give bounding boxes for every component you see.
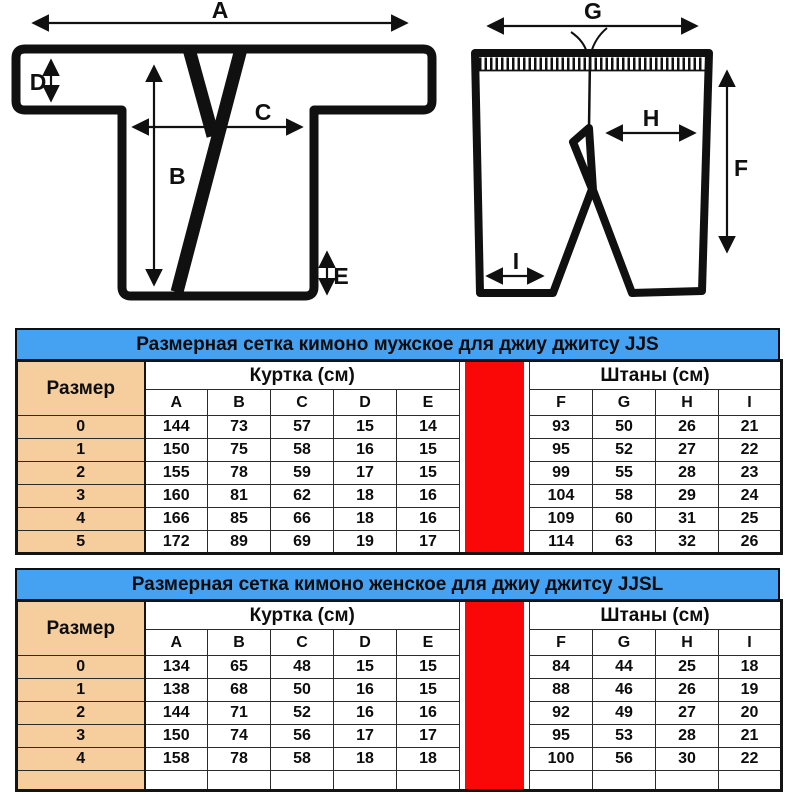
empty-row	[17, 771, 782, 791]
cell: 71	[208, 702, 271, 725]
cell: 21	[719, 725, 782, 748]
label-E: E	[333, 263, 349, 289]
cell: 109	[530, 508, 593, 531]
cell: 68	[208, 679, 271, 702]
cell: 99	[530, 462, 593, 485]
label-C: C	[254, 99, 272, 125]
cell: 172	[145, 531, 208, 554]
cell: 60	[593, 508, 656, 531]
col-I: I	[719, 390, 782, 416]
cell: 100	[530, 748, 593, 771]
cell: 16	[397, 485, 460, 508]
jacket-group-header: Куртка (см)	[145, 361, 460, 390]
cell: 160	[145, 485, 208, 508]
cell: 26	[656, 679, 719, 702]
cell: 63	[593, 531, 656, 554]
table-row	[17, 702, 782, 725]
cell: 16	[397, 508, 460, 531]
table-row	[17, 531, 782, 554]
cell: 144	[145, 702, 208, 725]
measurement-diagrams	[0, 0, 800, 322]
cell: 17	[397, 725, 460, 748]
cell: 150	[145, 439, 208, 462]
col-F: F	[530, 630, 593, 656]
cell: 18	[334, 748, 397, 771]
cell: 16	[397, 702, 460, 725]
size-cell: 1	[17, 679, 145, 702]
cell	[208, 771, 271, 791]
col-A: A	[145, 390, 208, 416]
cell: 89	[208, 531, 271, 554]
mens-size-grid	[15, 359, 783, 555]
table-row	[17, 485, 782, 508]
label-A: A	[211, 0, 229, 23]
col-B: B	[208, 390, 271, 416]
cell: 78	[208, 462, 271, 485]
jacket-outline	[16, 49, 432, 296]
cell: 25	[719, 508, 782, 531]
cell	[656, 771, 719, 791]
col-H: H	[656, 390, 719, 416]
cell: 27	[656, 439, 719, 462]
cell: 32	[656, 531, 719, 554]
cell: 29	[656, 485, 719, 508]
col-D: D	[334, 390, 397, 416]
cell: 50	[593, 416, 656, 439]
cell: 28	[656, 725, 719, 748]
cell: 58	[271, 439, 334, 462]
cell: 57	[271, 416, 334, 439]
cell: 56	[271, 725, 334, 748]
cell: 56	[593, 748, 656, 771]
size-cell: 5	[17, 531, 145, 554]
cell: 22	[719, 439, 782, 462]
cell: 30	[656, 748, 719, 771]
cell: 31	[656, 508, 719, 531]
cell: 55	[593, 462, 656, 485]
cell: 78	[208, 748, 271, 771]
size-cell: 3	[17, 725, 145, 748]
col-F: F	[530, 390, 593, 416]
table-row	[17, 748, 782, 771]
table-row	[17, 416, 782, 439]
col-G: G	[593, 390, 656, 416]
col-A: A	[145, 630, 208, 656]
cell: 73	[208, 416, 271, 439]
cell: 155	[145, 462, 208, 485]
col-G: G	[593, 630, 656, 656]
cell: 46	[593, 679, 656, 702]
cell: 49	[593, 702, 656, 725]
cell: 69	[271, 531, 334, 554]
cell: 58	[593, 485, 656, 508]
col-E: E	[397, 630, 460, 656]
cell: 26	[656, 416, 719, 439]
cell: 85	[208, 508, 271, 531]
cell: 28	[656, 462, 719, 485]
red-stripe	[465, 362, 524, 552]
divider-cell	[460, 361, 530, 554]
cell: 59	[271, 462, 334, 485]
col-H: H	[656, 630, 719, 656]
table-row	[17, 462, 782, 485]
table-row	[17, 725, 782, 748]
cell: 53	[593, 725, 656, 748]
cell: 18	[334, 508, 397, 531]
cell: 144	[145, 416, 208, 439]
cell	[719, 771, 782, 791]
pants-diagram	[475, 0, 748, 293]
cell: 26	[719, 531, 782, 554]
size-cell: 0	[17, 416, 145, 439]
cell: 150	[145, 725, 208, 748]
cell: 134	[145, 656, 208, 679]
cell: 16	[334, 439, 397, 462]
cell: 15	[397, 656, 460, 679]
pants-outline	[475, 53, 709, 293]
cell: 17	[334, 462, 397, 485]
cell: 21	[719, 416, 782, 439]
table-row	[17, 439, 782, 462]
cell	[397, 771, 460, 791]
cell: 66	[271, 508, 334, 531]
pants-group-header: Штаны (см)	[530, 361, 782, 390]
cell: 52	[271, 702, 334, 725]
cell: 24	[719, 485, 782, 508]
label-G: G	[584, 0, 602, 24]
size-cell: 4	[17, 508, 145, 531]
cell	[530, 771, 593, 791]
cell: 15	[397, 439, 460, 462]
cell: 50	[271, 679, 334, 702]
table-row	[17, 508, 782, 531]
cell	[334, 771, 397, 791]
cell: 166	[145, 508, 208, 531]
cell: 18	[334, 485, 397, 508]
cell: 23	[719, 462, 782, 485]
cell: 114	[530, 531, 593, 554]
cell: 104	[530, 485, 593, 508]
cell: 65	[208, 656, 271, 679]
pants-group-header: Штаны (см)	[530, 601, 782, 630]
size-cell	[17, 771, 145, 791]
cell: 74	[208, 725, 271, 748]
jacket-group-header: Куртка (см)	[145, 601, 460, 630]
cell: 48	[271, 656, 334, 679]
cell: 81	[208, 485, 271, 508]
cell: 19	[334, 531, 397, 554]
cell: 88	[530, 679, 593, 702]
cell: 62	[271, 485, 334, 508]
cell: 52	[593, 439, 656, 462]
red-stripe	[465, 602, 524, 789]
divider-cell	[460, 601, 530, 791]
col-C: C	[271, 390, 334, 416]
cell: 17	[334, 725, 397, 748]
cell: 16	[334, 679, 397, 702]
cell: 25	[656, 656, 719, 679]
cell: 18	[719, 656, 782, 679]
cell: 95	[530, 439, 593, 462]
womens-table-title: Размерная сетка кимоно женское для джиу джитсу JJSL	[15, 568, 780, 599]
cell: 84	[530, 656, 593, 679]
cell	[271, 771, 334, 791]
table-row	[17, 679, 782, 702]
cell: 16	[334, 702, 397, 725]
col-B: B	[208, 630, 271, 656]
size-cell: 4	[17, 748, 145, 771]
cell: 27	[656, 702, 719, 725]
mens-size-table	[15, 328, 780, 555]
cell: 75	[208, 439, 271, 462]
cell: 158	[145, 748, 208, 771]
cell: 44	[593, 656, 656, 679]
col-D: D	[334, 630, 397, 656]
col-C: C	[271, 630, 334, 656]
cell: 22	[719, 748, 782, 771]
cell: 95	[530, 725, 593, 748]
womens-size-table	[15, 568, 780, 792]
cell: 138	[145, 679, 208, 702]
table-row	[17, 656, 782, 679]
cell: 93	[530, 416, 593, 439]
label-H: H	[642, 105, 660, 131]
size-cell: 1	[17, 439, 145, 462]
size-cell: 2	[17, 462, 145, 485]
cell	[593, 771, 656, 791]
size-column-header: Размер	[17, 601, 145, 656]
label-F: F	[733, 155, 749, 181]
cell	[145, 771, 208, 791]
label-I: I	[512, 248, 520, 274]
cell: 15	[397, 462, 460, 485]
cell: 19	[719, 679, 782, 702]
jacket-diagram	[16, 0, 432, 296]
label-D: D	[29, 69, 47, 95]
size-cell: 3	[17, 485, 145, 508]
cell: 15	[334, 656, 397, 679]
cell: 14	[397, 416, 460, 439]
cell: 20	[719, 702, 782, 725]
size-cell: 2	[17, 702, 145, 725]
cell: 92	[530, 702, 593, 725]
womens-size-grid	[15, 599, 783, 792]
label-B: B	[169, 163, 186, 189]
mens-table-title: Размерная сетка кимоно мужское для джиу джитсу JJS	[15, 328, 780, 359]
cell: 18	[397, 748, 460, 771]
size-column-header: Размер	[17, 361, 145, 416]
cell: 15	[397, 679, 460, 702]
size-cell: 0	[17, 656, 145, 679]
col-E: E	[397, 390, 460, 416]
cell: 17	[397, 531, 460, 554]
cell: 15	[334, 416, 397, 439]
cell: 58	[271, 748, 334, 771]
col-I: I	[719, 630, 782, 656]
